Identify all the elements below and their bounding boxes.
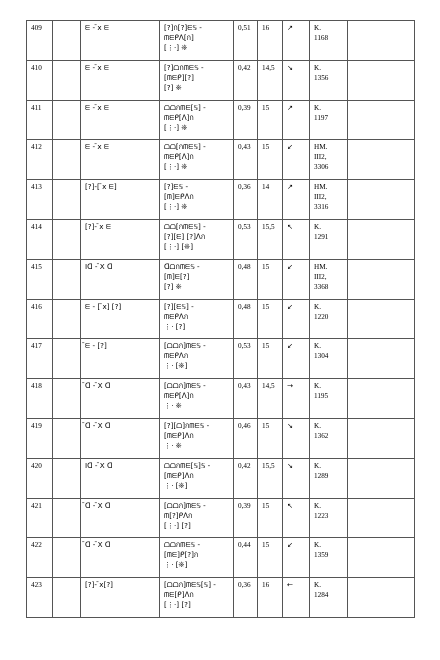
legend-description-line: ᗝᗝ[กᗰᗴ𝕊] - — [164, 221, 206, 231]
reference-cell — [310, 458, 348, 498]
catalog-table-body — [27, 21, 415, 618]
empty-cell — [53, 458, 81, 498]
legend-pattern-cell: ̄ᗡ - ̄X ᗡ — [81, 379, 160, 419]
table-row — [27, 418, 415, 458]
legend-pattern-cell: [?]-[ ̄x ᗴ] — [81, 180, 160, 220]
reference-line: K. — [314, 461, 321, 470]
table-row — [27, 60, 415, 100]
table-row — [27, 180, 415, 220]
die-orientation-cell: ↖ — [283, 498, 310, 538]
legend-description-cell — [160, 339, 234, 379]
reference-line: 1195 — [314, 392, 329, 401]
die-orientation-cell: ↙ — [283, 299, 310, 339]
reference-line: K. — [314, 222, 321, 231]
legend-description-cell — [160, 379, 234, 419]
empty-cell — [53, 299, 81, 339]
empty-cell — [53, 418, 81, 458]
diameter-cell: 15 — [258, 418, 283, 458]
die-orientation-cell: ↙ — [283, 339, 310, 379]
legend-description-cell — [160, 140, 234, 180]
reference-cell — [310, 418, 348, 458]
legend-pattern-cell: ̄ᗡ - ̄X ᗡ — [81, 498, 160, 538]
die-orientation-cell: ↗ — [283, 21, 310, 61]
empty-cell — [348, 21, 415, 61]
weight-cell: 0,43 — [234, 140, 258, 180]
diameter-cell: 15 — [258, 339, 283, 379]
reference-cell — [310, 219, 348, 259]
legend-description-line: [ᗝᗝก]ᗰᗴ𝕊 - — [164, 341, 206, 351]
legend-pattern-cell: [?]- ̄x ᗴ — [81, 219, 160, 259]
diameter-cell: 14 — [258, 180, 283, 220]
reference-line: K. — [314, 24, 321, 32]
empty-cell — [348, 219, 415, 259]
legend-description-cell — [160, 538, 234, 578]
weight-cell: 0,36 — [234, 180, 258, 220]
legend-description-line: [ᗰᗴᑭ]ᐱก — [164, 430, 194, 440]
legend-description-line: [?][ᗴ𝕊] - — [164, 301, 194, 311]
empty-cell — [348, 140, 415, 180]
empty-cell — [348, 339, 415, 379]
reference-line: K. — [314, 421, 321, 430]
legend-description-line: [⋮·] [❊] — [164, 241, 193, 251]
diameter-cell: 14,5 — [258, 379, 283, 419]
legend-description-line: [ᗰᗴᑭ][?] — [164, 72, 194, 82]
empty-cell — [53, 578, 81, 618]
legend-description-line: [?] ❊ — [164, 82, 182, 92]
reference-line: 1362 — [314, 431, 329, 440]
legend-description-line: [ᗰᗴᑭ]ᐱก — [164, 470, 194, 480]
weight-cell: 0,39 — [234, 100, 258, 140]
legend-description-line: ⋮· [❊] — [164, 361, 188, 371]
diameter-cell: 15,5 — [258, 219, 283, 259]
legend-description-line: [ᗝᗝก]ᗰᗴ𝕊 - — [164, 381, 206, 391]
weight-cell: 0,46 — [234, 418, 258, 458]
weight-cell: 0,53 — [234, 219, 258, 259]
empty-cell — [348, 578, 415, 618]
reference-cell — [310, 379, 348, 419]
table-row — [27, 379, 415, 419]
legend-description-line: ᗰᗴᑭ[ᐱ]ก — [164, 391, 194, 401]
die-orientation-cell: ↙ — [283, 140, 310, 180]
empty-cell — [348, 259, 415, 299]
empty-cell — [53, 339, 81, 379]
legend-description-line: ⋮· [❊] — [164, 480, 188, 490]
diameter-cell: 14,5 — [258, 60, 283, 100]
reference-line: HM. — [314, 183, 328, 192]
die-orientation-cell: ↘ — [283, 418, 310, 458]
reference-line: K. — [314, 302, 321, 311]
legend-description-line: [ᗝᗝก]ᗰᗴ𝕊 - — [164, 500, 206, 510]
legend-description-cell — [160, 498, 234, 538]
table-row — [27, 299, 415, 339]
legend-description-line: [?]ก[?]ᗴ𝕊 - — [164, 23, 202, 32]
die-orientation-cell: ↘ — [283, 458, 310, 498]
empty-cell — [348, 60, 415, 100]
catalog-number-cell: 418 — [27, 379, 53, 419]
empty-cell — [348, 418, 415, 458]
catalog-number-cell: 409 — [27, 21, 53, 61]
catalog-number-cell: 410 — [27, 60, 53, 100]
legend-description-cell — [160, 418, 234, 458]
reference-cell — [310, 180, 348, 220]
reference-line: 1359 — [314, 551, 329, 560]
die-orientation-cell: ↙ — [283, 259, 310, 299]
empty-cell — [53, 498, 81, 538]
legend-description-line: ᗰᗴᑭᐱก — [164, 351, 189, 361]
empty-cell — [348, 498, 415, 538]
legend-description-line: [⋮·] ❊ — [164, 202, 188, 212]
catalog-number-cell: 417 — [27, 339, 53, 379]
weight-cell: 0,39 — [234, 498, 258, 538]
table-row — [27, 578, 415, 618]
reference-cell — [310, 259, 348, 299]
reference-cell — [310, 299, 348, 339]
reference-line: 1284 — [314, 591, 329, 600]
reference-line: K. — [314, 541, 321, 550]
legend-description-line: ᗰ[?]ᑭᐱก — [164, 510, 193, 520]
reference-cell — [310, 100, 348, 140]
legend-description-cell — [160, 219, 234, 259]
reference-line: 3368 — [314, 282, 329, 291]
reference-line: HM. — [314, 262, 328, 271]
catalog-number-cell: 422 — [27, 538, 53, 578]
legend-pattern-cell: [?]- ̄x[?] — [81, 578, 160, 618]
diameter-cell: 15 — [258, 100, 283, 140]
legend-description-line: [ᗰ]ᗴ[?] — [164, 271, 190, 281]
die-orientation-cell: ↘ — [283, 60, 310, 100]
legend-pattern-cell: ̄ᗡ - ̄X ᗡ — [81, 538, 160, 578]
legend-description-line: ᗝᗝ[กᗰᗴ𝕊] - — [164, 142, 206, 152]
table-row — [27, 458, 415, 498]
legend-description-line: ⋮· [❊] — [164, 560, 188, 570]
reference-line: 1220 — [314, 312, 329, 321]
legend-description-line: ⋮· ❊ — [164, 401, 182, 411]
legend-description-line: [ᗰ]ᗴᑭᐱก — [164, 192, 194, 202]
legend-description-line: ⋮· [?] — [164, 321, 186, 331]
empty-cell — [348, 100, 415, 140]
legend-pattern-cell: Iᗡ - ̄X ᗡ — [81, 458, 160, 498]
legend-pattern-cell: ᗴ - ̄x ᗴ — [81, 60, 160, 100]
catalog-number-cell: 414 — [27, 219, 53, 259]
legend-description-cell — [160, 259, 234, 299]
reference-cell — [310, 60, 348, 100]
reference-cell — [310, 578, 348, 618]
empty-cell — [53, 219, 81, 259]
diameter-cell: 15 — [258, 140, 283, 180]
reference-cell — [310, 538, 348, 578]
weight-cell: 0,53 — [234, 339, 258, 379]
die-orientation-cell: ↖ — [283, 219, 310, 259]
table-row — [27, 538, 415, 578]
die-orientation-cell: ↙ — [283, 538, 310, 578]
legend-description-line: ᗰᗴ[ᑭ]ᐱก — [164, 590, 194, 600]
legend-pattern-cell: Iᗡ - ̄X ᗡ — [81, 259, 160, 299]
diameter-cell: 16 — [258, 578, 283, 618]
reference-line: K. — [314, 382, 321, 391]
catalog-number-cell: 419 — [27, 418, 53, 458]
weight-cell: 0,43 — [234, 379, 258, 419]
legend-description-line: [ᗝᗝก]ᗰᗴ𝕊[𝕊] - — [164, 580, 216, 590]
legend-description-line: [?][ᗴ] [?]ᐱก — [164, 231, 206, 241]
catalog-number-cell: 423 — [27, 578, 53, 618]
weight-cell: 0,48 — [234, 259, 258, 299]
legend-pattern-cell: ᗴ - ̄x ᗴ — [81, 140, 160, 180]
legend-description-line: [⋮·] ❊ — [164, 162, 188, 172]
reference-line: III2, — [314, 153, 327, 162]
legend-pattern-cell: ᗴ - ̄x ᗴ — [81, 21, 160, 61]
legend-description-line: ᗡᗝกᗰᗴ𝕊 - — [164, 261, 200, 271]
reference-cell — [310, 498, 348, 538]
legend-description-line: ᗝᗝกᗰᗴ[𝕊]𝕊 - — [164, 460, 211, 470]
diameter-cell: 15,5 — [258, 458, 283, 498]
empty-cell — [348, 379, 415, 419]
die-orientation-cell: ← — [283, 578, 310, 618]
reference-cell — [310, 339, 348, 379]
reference-cell — [310, 21, 348, 61]
die-orientation-cell: → — [283, 379, 310, 419]
legend-pattern-cell: ̄ᗡ - ̄X ᗡ — [81, 418, 160, 458]
weight-cell: 0,44 — [234, 538, 258, 578]
empty-cell — [348, 180, 415, 220]
catalog-number-cell: 415 — [27, 259, 53, 299]
reference-line: K. — [314, 103, 321, 112]
empty-cell — [348, 538, 415, 578]
diameter-cell: 16 — [258, 21, 283, 61]
empty-cell — [348, 458, 415, 498]
table-row — [27, 339, 415, 379]
reference-line: 1304 — [314, 352, 329, 361]
legend-description-line: ᗰᗴᑭ[ᐱ]ก — [164, 152, 194, 162]
table-row — [27, 140, 415, 180]
empty-cell — [53, 140, 81, 180]
legend-description-line: [⋮·] [?] — [164, 600, 191, 610]
legend-description-line: [⋮·] ❊ — [164, 43, 188, 52]
legend-description-line: ᗰᗴᑭᐱก — [164, 311, 189, 321]
legend-description-line: [?][ᗝ]กᗰᗴ𝕊 - — [164, 420, 210, 430]
legend-description-line: [ᗰᗴ]ᑭ[?]ก — [164, 550, 199, 560]
die-orientation-cell: ↗ — [283, 100, 310, 140]
die-orientation-cell: ↗ — [283, 180, 310, 220]
reference-line: K. — [314, 501, 321, 510]
catalog-number-cell: 421 — [27, 498, 53, 538]
legend-description-line: [?]ᗴ𝕊 - — [164, 182, 189, 192]
weight-cell: 0,51 — [234, 21, 258, 61]
reference-line: 1197 — [314, 113, 329, 122]
legend-description-cell — [160, 100, 234, 140]
legend-description-cell — [160, 458, 234, 498]
reference-line: 1223 — [314, 511, 329, 520]
weight-cell: 0,36 — [234, 578, 258, 618]
reference-line: III2, — [314, 272, 327, 281]
legend-description-line: [⋮·] ❊ — [164, 122, 188, 132]
reference-line: 1356 — [314, 73, 329, 82]
empty-cell — [348, 299, 415, 339]
legend-description-line: ᗰᗴᑭ[ᐱ]ก — [164, 112, 194, 122]
weight-cell: 0,48 — [234, 299, 258, 339]
table-row — [27, 498, 415, 538]
weight-cell: 0,42 — [234, 60, 258, 100]
legend-pattern-cell: ᗴ - [ ̄x] [?] — [81, 299, 160, 339]
legend-description-line: ᗝᗝกᗰᗴ[𝕊] - — [164, 102, 206, 112]
reference-line: K. — [314, 342, 321, 351]
catalog-number-cell: 411 — [27, 100, 53, 140]
reference-line: III2, — [314, 193, 327, 202]
reference-line: 3306 — [314, 163, 329, 172]
reference-line: K. — [314, 63, 321, 72]
reference-line: 1291 — [314, 232, 329, 241]
legend-pattern-cell: ᗴ - ̄x ᗴ — [81, 100, 160, 140]
diameter-cell: 15 — [258, 498, 283, 538]
table-row — [27, 259, 415, 299]
empty-cell — [53, 21, 81, 61]
legend-description-cell — [160, 180, 234, 220]
empty-cell — [53, 379, 81, 419]
catalog-number-cell: 413 — [27, 180, 53, 220]
catalog-number-cell: 420 — [27, 458, 53, 498]
legend-description-cell — [160, 578, 234, 618]
reference-line: HM. — [314, 143, 328, 152]
legend-description-line: ⋮· ❊ — [164, 440, 182, 450]
legend-description-cell — [160, 299, 234, 339]
empty-cell — [53, 100, 81, 140]
diameter-cell: 15 — [258, 538, 283, 578]
table-row — [27, 21, 415, 61]
empty-cell — [53, 180, 81, 220]
table-row — [27, 219, 415, 259]
legend-description-line: [⋮·] [?] — [164, 520, 191, 530]
legend-description-line: [?] ❊ — [164, 281, 182, 291]
legend-description-line: ᗰᗴᑭᐱ[ก] — [164, 33, 194, 42]
reference-cell — [310, 140, 348, 180]
legend-description-cell — [160, 21, 234, 61]
weight-cell: 0,42 — [234, 458, 258, 498]
diameter-cell: 15 — [258, 299, 283, 339]
catalog-number-cell: 412 — [27, 140, 53, 180]
empty-cell — [53, 60, 81, 100]
table-row — [27, 100, 415, 140]
reference-line: 3316 — [314, 203, 329, 212]
reference-line: 1289 — [314, 471, 329, 480]
diameter-cell: 15 — [258, 259, 283, 299]
reference-line: K. — [314, 581, 321, 590]
empty-cell — [53, 259, 81, 299]
coin-catalog-table — [26, 20, 415, 618]
legend-description-line: [?]ᗝกᗰᗴ𝕊 - — [164, 62, 204, 72]
legend-description-line: ᗝᗝกᗰᗴ𝕊 - — [164, 540, 201, 550]
legend-description-cell — [160, 60, 234, 100]
legend-pattern-cell: ̄ᗴ - [?] — [81, 339, 160, 379]
catalog-number-cell: 416 — [27, 299, 53, 339]
reference-line: 1168 — [314, 34, 329, 42]
empty-cell — [53, 538, 81, 578]
